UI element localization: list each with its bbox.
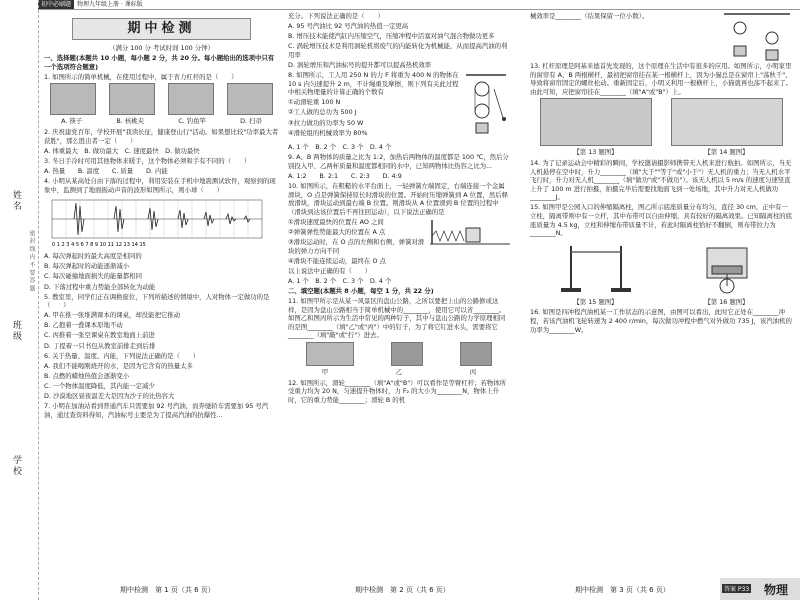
q15-q16-captions	[530, 298, 792, 307]
binding-margin	[0, 0, 39, 600]
question-14: 14. 为了记录运动会中精彩的瞬间，学校邀请摄影师携带无人机来进行航拍。如图所示，当无人机悬停在空中时，升力________（填"大于""等于"或"小于"）无人机的重力；当无人机水平飞行时，升力对无人机________（填"做功"或"不做功"）。该无人机以 5 m/s 的速度匀速竖直上升了 100 m 进行拍摄，拍摄完毕后需要找地面飞到一处场地，其中升力对无人机做功________J。	[530, 158, 792, 202]
q10-options: A. 1 个 B. 2 个 C. 3 个 D. 4 个	[288, 276, 392, 285]
q7-option-b: B. 增压技术能使汽缸内压缩空气，压缩冲程中活塞对油气混合物做功更多	[288, 32, 495, 41]
fig-label-jia: 甲	[321, 368, 329, 377]
screw-nail-image	[391, 342, 423, 366]
footer-page-2: 期中检测 第 2 页（共 6 页）	[355, 586, 450, 594]
engine-cylinder-figure	[672, 240, 782, 296]
q10-items-block	[288, 218, 430, 267]
q12-tail-block	[530, 12, 792, 62]
waveform-figure	[44, 198, 269, 248]
school-label: 学校	[11, 455, 21, 477]
q10-item-1: ①滑块速度最快的位置在 AO 之间	[288, 217, 384, 226]
q5-option-a: A. 甲在推一张堆满课本的课桌，却没能把它推动	[44, 311, 181, 320]
q5-option-d: D. 丁提着一只书包从教室前排走到后排	[44, 341, 156, 350]
q1-image-row	[44, 83, 279, 115]
q11-figures	[288, 342, 510, 366]
header-strip	[38, 0, 800, 10]
question-8: 8. 如图所示，工人用 250 N 的力 F 将重为 400 N 的物体在 10 s 内匀速提升 2 m，不计绳重及摩擦，则下列有关此过程中相关物理量的计算正确的个数有	[288, 71, 459, 97]
q6-option-a: A. 我们不能喝刚烧开的水，是因为它含有的热量太多	[44, 361, 193, 370]
question-13: 13. 杠杆原理是阿基米德首先发现的，这个原理在生活中有很多的应用。如图所示，小明家里的窗帘有 A、B 两根横杆，最初把窗帘挂在某一根横杆上，因为小猫总是在窗帘上"荡秋千"，导致将窗帘固定的螺丝松动。重新固定后，小明又利用一根横杆上，小猫就再也荡不起来了。由此可知，应把窗帘挂在________（填"A"或"B"）上。	[530, 62, 793, 96]
question-7: 7. 小明在加油站看到普通汽车只需要加 92 号汽油，而奔驰轿车需要加 95 号汽油，通过查资料得知，汽油标号主要是为了提高汽油的抗爆性...	[44, 402, 269, 419]
q8-text-block	[288, 71, 462, 143]
q10-item-3: ③滑块运动时，在 O 点的左侧和右侧，弹簧对滑块的弹力方向不同	[288, 238, 425, 255]
question-16: 16. 如图是四冲程汽油机某一工作状态的示意图，由图可以看出，此时它正处在________冲程，若该汽油机飞轮转速为 2 400 r/min，每次做功冲程中燃气对外做功 735 J，该汽油机的功率为________W。	[530, 308, 792, 334]
fig-label-bing: 丙	[469, 368, 477, 377]
q5-option-b: B. 乙抱着一叠课本原地不动	[44, 321, 123, 330]
fishing-rod-image	[168, 83, 214, 115]
page-2-column	[288, 12, 510, 406]
nutcracker-image	[109, 83, 155, 115]
q1-option-c: C. 钓鱼竿	[178, 117, 206, 126]
question-11: 11. 如图甲所示是从某一风景区的盘山公路，之所以要把上山的公路修成这样，是因为盘山公路相当于简单机械中的________，使用它可以省________。如图乙和图丙所示为生活中常见的两种钉子，其中与盘山公路的力学原理相同的是图________（填"乙"或"丙"）中的钉子，为了将它钉进木头，需要将它________（填"敲"或"拧"）进去。	[288, 297, 506, 340]
mountain-road-image	[306, 342, 354, 366]
q6-option-d: D. 沙漠地区昼夜温差大是因为沙子的比热容大	[44, 392, 175, 401]
subject-brand	[720, 578, 800, 600]
subject-label: 物理	[764, 583, 789, 597]
q8-item-4: ④滑轮组的机械效率为 80%	[288, 128, 368, 137]
q2-options: A. 体重最大 B. 做功最大 C. 速度最快 D. 做功最快	[44, 146, 200, 155]
broom-image	[227, 83, 273, 115]
question-2: 2. 庆祝建党百年，学校开展"我读长征，健康登山行"活动。如果想比较"功率最大者获胜"，那么胜出者一定（ ）	[44, 127, 279, 145]
q4-option-b: B. 每次弹起时的动能逐渐减小	[44, 262, 130, 271]
question-3: 3. 冬日手冷时可用其他物体来暖手，这个物体必须和手有不同的（ ）	[44, 156, 251, 165]
q13-q14-figures	[530, 98, 792, 146]
q1-option-a: A. 筷子	[61, 117, 83, 126]
question-9: 9. A、B 两物体的质量之比为 1:2，加热后两物体的温度都是 100 ℃，然后分别投入甲、乙两杯质量和温度都相同的水中，已知两物体比热容之比为...	[288, 153, 509, 170]
q5-option-c: C. 丙推着一张空课桌在教室地面上前进	[44, 331, 155, 340]
class-label: 班级	[11, 320, 21, 342]
series-tag: 初中必刷题	[38, 0, 74, 9]
q12-tail: 械效率是________（结果保留一位小数）。	[530, 12, 649, 20]
waveform-axis-ticks: 0 1 2 3 4 5 6 7 8 9 10 11 12 13 14 15	[52, 241, 146, 248]
section-2-heading: 二、填空题(本题共 8 小题，每空 1 分，共 22 分)	[288, 286, 434, 295]
q8-options: A. 1 个 B. 2 个 C. 3 个 D. 4 个	[288, 143, 392, 152]
q1-option-d: D. 扫帚	[240, 117, 262, 126]
question-15: 15. 如图甲是公园入口的伸缩隔离柱，图乙所示底座质量分布均匀，直径 30 cm，正中有一立柱，隔离带则中有一立杆，其中布带可以自由伸缩，具有较好的隔离效果。已知隔离柱的底座质量为 4.5 kg，立柱和伸缩布带质量不计，若此时隔离柱恰好不翻倒，则布带拉力为________N。	[530, 203, 793, 238]
q4-option-c: C. 每次碰撞地面损失的能量都相同	[44, 272, 142, 281]
q7-option-a: A. 95 号汽油比 92 号汽油的热值一定更高	[288, 22, 409, 31]
fig-label-yi: 乙	[395, 368, 403, 377]
footer-page-1: 期中检测 第 1 页（共 6 页）	[120, 586, 215, 594]
chopsticks-image	[50, 83, 96, 115]
drone-image	[671, 98, 783, 146]
footer-page-3: 期中检测 第 3 页（共 6 页）	[575, 586, 670, 594]
q9-options: A. 1:2 B. 2:1 C. 2:3 D. 4:9	[288, 171, 402, 180]
q10-prompt: 以上说法中正确的有（ ）	[288, 266, 372, 275]
question-1: 1. 如图所示的简单机械，在使用过程中，属于省力杠杆的是（ ）	[44, 72, 238, 81]
q10-item-2: ②弹簧弹性势能最大的位置在 A 点	[288, 227, 386, 236]
fig-14-caption: 【第 14 题图】	[704, 148, 749, 157]
isolation-post-figure	[541, 240, 651, 296]
exam-meta: （满分 100 分 考试时间 100 分钟）	[109, 44, 214, 52]
pulleys-ab-figure	[722, 12, 792, 62]
q1-option-b: B. 核桃夹	[116, 117, 145, 126]
seal-line-text: 密 封 线 内 不 要 答 题	[28, 230, 35, 292]
q8-item-2: ②工人做的总功为 500 J	[288, 108, 357, 117]
question-6: 6. 关于热量、温度、内能，下列说法正确的是（ ）	[44, 351, 200, 360]
q10-item-4: ④滑块不能连续运动，最终在 O 点	[288, 256, 386, 265]
q6-option-c: C. 一个物体温度降低，其内能一定减少	[44, 381, 155, 390]
q11-figure-labels	[288, 368, 510, 377]
fig-16-caption: 【第 16 题图】	[704, 297, 749, 306]
fig-13-caption: 【第 13 题图】	[573, 148, 618, 157]
exam-title: 期中检测	[72, 18, 251, 40]
q15-q16-figures	[530, 240, 792, 296]
q4-option-d: D. 下落过程中重力势能全部转化为动能	[44, 282, 156, 291]
spring-figure	[430, 218, 510, 252]
q13-q14-captions	[530, 148, 792, 157]
q8-item-3: ③拉力做功的功率为 50 W	[288, 118, 364, 127]
fig-15-caption: 【第 15 题图】	[573, 297, 618, 306]
page-1-column	[44, 12, 279, 421]
q3-options: A. 热量 B. 温度 C. 质量 D. 内能	[44, 166, 168, 175]
section-1-heading: 一、选择题(本题共 10 小题，每小题 2 分，共 20 分。每小题给出的选项中只有一个选项符合题意)	[44, 54, 275, 71]
answer-page-badge: 答案 P33	[724, 586, 750, 593]
name-label: 姓名	[11, 190, 21, 212]
thumbtack-image	[460, 342, 492, 366]
q7-option-c: C. 涡轮增压技术是利用涡轮机将废气的内能转化为机械能，从而提高汽油的利用率	[288, 42, 508, 59]
question-5: 5. 教室里，同学们正在调换座位，下列所描述的情境中，人对物体一定做功的是（ ）	[44, 292, 270, 310]
question-4: 4. 小明从某高处自由下落的过程中，利用安装在手机中地震测试软件，观察到的现象中，监测到了地面振动声音的波形如图所示，则小球（ ）	[44, 176, 276, 194]
book-subtitle: 物理九年级上册 · 课标版	[77, 1, 143, 8]
q7-option-d: D. 涡轮增压和汽油标号的提升都可以提高热机效率	[288, 60, 432, 69]
q10-block	[288, 218, 510, 267]
q8-item-1: ①动滑轮重 100 N	[288, 98, 341, 107]
page-3-column	[530, 12, 792, 336]
question-12: 12. 如图所示，滑轮________（填"A"或"B"）可以看作是等臂杠杆；若物体所受重力均为 20 N，匀速提升物体时，力 F₂ 的大小为________N，物体上升时，它的重力势能________；滑轮 B 的机	[288, 378, 507, 404]
q4-option-a: A. 每次弹起时的最大高度是相同的	[44, 252, 142, 261]
q8-block	[288, 71, 510, 143]
curtain-rod-image	[540, 98, 652, 146]
question-10: 10. 如图所示，在粗糙的水平台面上，一轻弹簧左端固定，右端连接一个金属滑块，O 点是弹簧保持原长时滑块的位置。开始时压缩弹簧到 A 位置，然后释放滑块，滑块运动到最右端 B 位置。则滑块从 A 位置滑到 B 位置的过程中（滑块到达该位置后不再往回运动），以下说法正确的是	[288, 181, 508, 216]
pulley-figure	[462, 71, 510, 143]
q6-option-b: B. 点燃的蜡烛热值会逐渐变小	[44, 371, 130, 380]
q1-options	[44, 117, 279, 126]
q7-tail: 充分。下列说法正确的是（ ）	[288, 12, 384, 20]
